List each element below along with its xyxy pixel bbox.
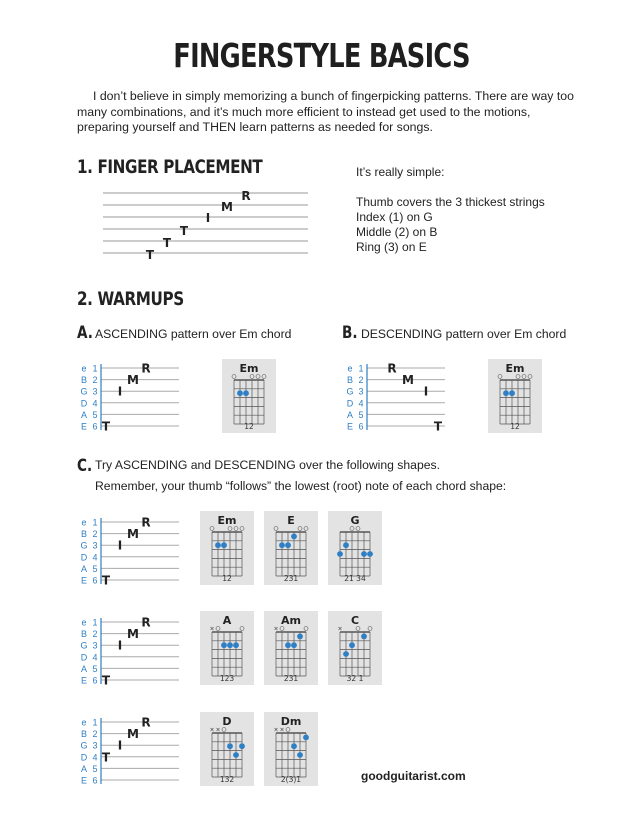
tab-string-label: E (346, 421, 354, 432)
chord-name: D (222, 715, 232, 728)
tab-string-number: 1 (92, 517, 98, 528)
tab-finger-i: I (117, 738, 123, 753)
tab-finger-t: T (101, 750, 111, 765)
tab-string-number: 2 (358, 375, 364, 386)
tab-finger-m: M (127, 373, 139, 388)
chord-name: C (350, 614, 360, 627)
chord-finger-dot (291, 642, 297, 648)
tab-string-number: 2 (92, 375, 98, 386)
tab-string-number: 4 (358, 398, 364, 409)
tab-string-number: 3 (92, 386, 98, 397)
tab-finger-t: T (101, 573, 111, 588)
chord-finger-dot (303, 735, 309, 741)
tab-string-label: B (80, 529, 88, 540)
tab-string-label: B (80, 375, 88, 386)
chord-card-e (264, 511, 318, 585)
subsection-c-text: Try ASCENDING and DESCENDING over the following shapes. (95, 458, 440, 472)
chord-finger-dot (367, 551, 373, 557)
tab-finger-i: I (117, 538, 123, 553)
tab-finger-i: I (117, 638, 123, 653)
chord-finger-dot (349, 642, 355, 648)
tab-string-number: 5 (92, 763, 98, 774)
tab-finger-m: M (127, 527, 139, 542)
tab-string-number: 2 (92, 529, 98, 540)
chord-finger-dot (503, 390, 509, 396)
chord-fingering: 32 1 (346, 674, 364, 683)
subsection-b-letter: B. (342, 323, 358, 343)
chord-finger-dot (233, 752, 239, 758)
tab-descending-b (346, 362, 445, 434)
chord-finger-dot (297, 752, 303, 758)
chord-finger-dot (361, 634, 367, 640)
chord-finger-dot (221, 542, 227, 548)
chord-finger-dot (239, 743, 245, 749)
chord-fingering: 12 (222, 574, 232, 583)
tab-finger-r: R (387, 361, 397, 376)
tab-string-number: 6 (92, 675, 98, 686)
tab-string-label: e (81, 617, 87, 628)
chord-card-em (222, 359, 276, 433)
chord-finger-dot (337, 551, 343, 557)
tab-string-label: B (80, 629, 88, 640)
tab-string-number: 6 (358, 421, 364, 432)
tab-string-number: 5 (92, 663, 98, 674)
tab-string-label: A (80, 663, 88, 674)
tab-c-row-1 (80, 516, 179, 588)
tab-string-label: D (80, 398, 88, 409)
chord-card-am (264, 611, 318, 685)
tab-string-label: e (81, 517, 87, 528)
chord-finger-dot (227, 743, 233, 749)
tab-finger-m: M (127, 727, 139, 742)
tab-string-label: D (80, 752, 88, 763)
tab-finger-r: R (141, 615, 151, 630)
chord-name: Em (217, 514, 237, 527)
chord-finger-dot (227, 642, 233, 648)
tab-string-number: 3 (92, 640, 98, 651)
tab-string-label: G (80, 540, 88, 551)
explain-line-1: It’s really simple: (356, 165, 445, 179)
chord-muted-string: × (273, 625, 279, 633)
chord-finger-dot (291, 534, 297, 540)
tab-string-label: G (80, 386, 88, 397)
chord-finger-dot (291, 743, 297, 749)
tab-finger-t: T (433, 419, 443, 434)
subsection-c-letter: C. (77, 456, 93, 476)
tab-string-label: A (80, 763, 88, 774)
tab-string-label: D (80, 652, 88, 663)
tab-finger-m: M (402, 373, 414, 388)
tab-finger-r: R (141, 361, 151, 376)
tab-string-number: 6 (92, 575, 98, 586)
chord-muted-string: × (209, 726, 215, 734)
chord-card-d (200, 712, 254, 786)
tab-finger-t: T (101, 419, 111, 434)
chord-muted-string: × (209, 625, 215, 633)
tab-string-label: E (80, 775, 88, 786)
chord-finger-dot (221, 642, 227, 648)
tab-string-label: D (346, 398, 354, 409)
chord-finger-dot (237, 390, 243, 396)
chord-fingering: 12 (244, 422, 254, 431)
tab-string-number: 3 (358, 386, 364, 397)
tab-string-number: 4 (92, 398, 98, 409)
chord-muted-string: × (337, 625, 343, 633)
tab-string-number: 1 (92, 363, 98, 374)
tab-string-label: D (80, 552, 88, 563)
chord-muted-string: × (273, 726, 279, 734)
tab-string-number: 2 (92, 629, 98, 640)
chord-fingering: 231 (283, 574, 299, 583)
subsection-b-text: DESCENDING pattern over Em chord (361, 327, 567, 341)
chord-name: E (287, 514, 295, 527)
tab-finger-i: I (423, 384, 429, 399)
chord-muted-string: × (215, 726, 221, 734)
tab-string-number: 6 (92, 421, 98, 432)
chord-finger-dot (233, 642, 239, 648)
tab-string-number: 6 (92, 775, 98, 786)
chord-card-a (200, 611, 254, 685)
section-heading-warmups: 2. WARMUPS (77, 288, 184, 310)
chord-card-c (328, 611, 382, 685)
chord-fingering: 2(3)1 (280, 775, 302, 784)
chord-finger-dot (215, 542, 221, 548)
subsection-c-text-2: Remember, your thumb “follows” the lowest (root) note of each chord shape: (95, 479, 507, 493)
chord-fingering: 132 (219, 775, 235, 784)
explain-line-5: Ring (3) on E (356, 240, 427, 254)
tab-string-number: 1 (92, 617, 98, 628)
tab-string-label: G (80, 740, 88, 751)
chord-fingering: 123 (219, 674, 235, 683)
tab-string-number: 4 (92, 752, 98, 763)
tab-string-label: G (80, 640, 88, 651)
tab-c-row-3 (80, 716, 179, 786)
tab-string-number: 1 (358, 363, 364, 374)
tab-c-row-2 (80, 616, 179, 688)
tab-finger-m: M (127, 627, 139, 642)
tab-string-number: 5 (358, 409, 364, 420)
placement-label-thumb-3: T (179, 224, 189, 238)
subsection-a-text: ASCENDING pattern over Em chord (95, 327, 292, 341)
chord-name: A (222, 614, 232, 627)
tab-string-number: 2 (92, 729, 98, 740)
explain-line-3: Index (1) on G (356, 210, 433, 224)
section-heading-finger-placement: 1. FINGER PLACEMENT (77, 156, 263, 178)
chord-finger-dot (297, 634, 303, 640)
placement-label-ring: R (241, 189, 251, 203)
chord-name: G (350, 514, 360, 527)
chord-fingering: 12 (510, 422, 520, 431)
tab-finger-t: T (101, 673, 111, 688)
tab-string-label: e (81, 363, 87, 374)
placement-label-middle: M (221, 200, 233, 214)
chord-finger-dot (509, 390, 515, 396)
page-title: FINGERSTYLE BASICS (173, 36, 470, 75)
tab-finger-i: I (117, 384, 123, 399)
chord-finger-dot (343, 651, 349, 657)
chord-name: Am (281, 614, 301, 627)
tab-string-number: 3 (92, 540, 98, 551)
tab-string-label: E (80, 421, 88, 432)
tab-string-label: A (80, 563, 88, 574)
intro-paragraph: I don’t believe in simply memorizing a bunch of fingerpicking patterns. There are way too many combinations, and it’s much more efficient to instead get used to the motions, preparing yourself and THEN learn patterns as needed for songs. (77, 89, 574, 134)
tab-string-label: A (346, 409, 354, 420)
tab-string-number: 5 (92, 563, 98, 574)
tab-ascending-a (80, 362, 179, 434)
tab-string-number: 1 (92, 717, 98, 728)
tab-string-label: G (346, 386, 354, 397)
chord-finger-dot (243, 390, 249, 396)
tab-string-label: A (80, 409, 88, 420)
chord-finger-dot (285, 642, 291, 648)
chord-card-g (328, 511, 382, 585)
explain-line-2: Thumb covers the 3 thickest strings (356, 195, 545, 209)
tab-string-number: 5 (92, 409, 98, 420)
tab-string-label: E (80, 575, 88, 586)
chord-card-em (488, 359, 542, 433)
chord-name: Em (505, 362, 525, 375)
tab-finger-r: R (141, 515, 151, 530)
chord-muted-string: × (279, 726, 285, 734)
tab-finger-r: R (141, 715, 151, 730)
chord-name: Dm (280, 715, 302, 728)
chord-finger-dot (361, 551, 367, 557)
tab-string-label: E (80, 675, 88, 686)
chord-card-dm (264, 712, 318, 786)
placement-label-thumb-1: T (145, 248, 155, 262)
tab-string-number: 4 (92, 552, 98, 563)
chord-card-em (200, 511, 254, 585)
placement-label-index: I (205, 211, 211, 225)
subsection-a-letter: A. (77, 323, 93, 343)
tab-string-label: B (346, 375, 354, 386)
chord-finger-dot (279, 542, 285, 548)
footer-site-url: goodguitarist.com (361, 769, 466, 783)
explain-line-4: Middle (2) on B (356, 225, 438, 239)
tab-string-number: 4 (92, 652, 98, 663)
tab-string-label: e (81, 717, 87, 728)
chord-fingering: 231 (283, 674, 299, 683)
tab-string-label: B (80, 729, 88, 740)
placement-label-thumb-2: T (162, 236, 172, 250)
chord-fingering: 21 34 (344, 574, 366, 583)
chord-name: Em (239, 362, 259, 375)
chord-finger-dot (285, 542, 291, 548)
tab-string-label: e (347, 363, 353, 374)
tab-string-number: 3 (92, 740, 98, 751)
chord-finger-dot (343, 542, 349, 548)
